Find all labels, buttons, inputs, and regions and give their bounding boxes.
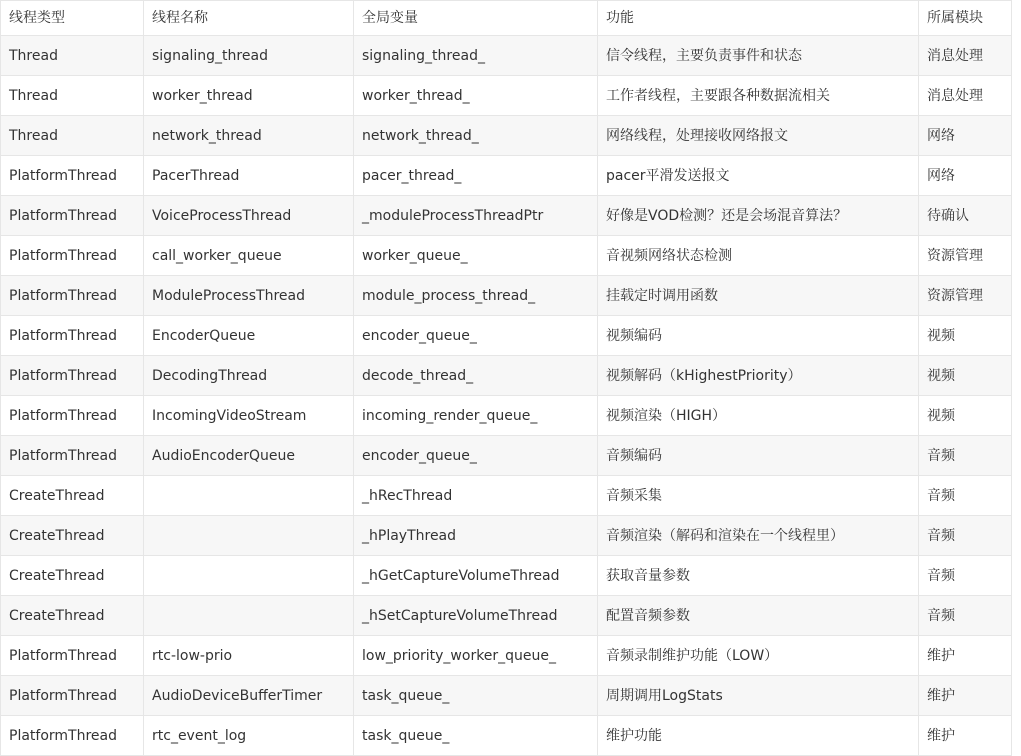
table-row [1, 116, 1012, 156]
function-cell: 音频录制维护功能（LOW） [598, 636, 919, 676]
module-cell: 维护 [919, 636, 1012, 676]
thread-type-cell: PlatformThread [1, 676, 144, 716]
global-variable-cell: _hPlayThread [354, 516, 598, 556]
global-variable-cell: network_thread_ [354, 116, 598, 156]
table-row [1, 396, 1012, 436]
global-variable-cell: _hGetCaptureVolumeThread [354, 556, 598, 596]
module-cell: 音频 [919, 436, 1012, 476]
thread-name-cell [144, 476, 354, 516]
global-variable-cell: encoder_queue_ [354, 316, 598, 356]
function-cell: 网络线程，处理接收网络报文 [598, 116, 919, 156]
table-row [1, 516, 1012, 556]
global-variable-cell: task_queue_ [354, 716, 598, 756]
thread-name-cell: DecodingThread [144, 356, 354, 396]
thread-name-cell: signaling_thread [144, 36, 354, 76]
module-header: 所属模块 [919, 1, 1012, 36]
module-cell: 网络 [919, 156, 1012, 196]
thread-type-cell: PlatformThread [1, 436, 144, 476]
header-row [1, 1, 1012, 36]
function-cell: 音频采集 [598, 476, 919, 516]
thread-type-cell: PlatformThread [1, 236, 144, 276]
table-row [1, 436, 1012, 476]
thread-type-header: 线程类型 [1, 1, 144, 36]
function-cell: 好像是VOD检测？还是会场混音算法？ [598, 196, 919, 236]
function-cell: 周期调用LogStats [598, 676, 919, 716]
thread-type-cell: Thread [1, 116, 144, 156]
thread-type-cell: CreateThread [1, 556, 144, 596]
table-row [1, 236, 1012, 276]
table-row [1, 476, 1012, 516]
global-variable-header: 全局变量 [354, 1, 598, 36]
thread-type-cell: PlatformThread [1, 316, 144, 356]
thread-type-cell: PlatformThread [1, 396, 144, 436]
thread-type-cell: PlatformThread [1, 196, 144, 236]
thread-name-cell: VoiceProcessThread [144, 196, 354, 236]
thread-type-cell: CreateThread [1, 516, 144, 556]
thread-type-cell: PlatformThread [1, 716, 144, 756]
module-cell: 音频 [919, 596, 1012, 636]
module-cell: 网络 [919, 116, 1012, 156]
global-variable-cell: worker_thread_ [354, 76, 598, 116]
global-variable-cell: encoder_queue_ [354, 436, 598, 476]
thread-name-cell: call_worker_queue [144, 236, 354, 276]
thread-type-cell: PlatformThread [1, 636, 144, 676]
table-row [1, 356, 1012, 396]
global-variable-cell: worker_queue_ [354, 236, 598, 276]
thread-name-cell: AudioDeviceBufferTimer [144, 676, 354, 716]
table-row [1, 36, 1012, 76]
global-variable-cell: _hSetCaptureVolumeThread [354, 596, 598, 636]
function-cell: 工作者线程，主要跟各种数据流相关 [598, 76, 919, 116]
module-cell: 音频 [919, 556, 1012, 596]
table-row [1, 196, 1012, 236]
thread-type-cell: PlatformThread [1, 156, 144, 196]
global-variable-cell: low_priority_worker_queue_ [354, 636, 598, 676]
thread-type-cell: PlatformThread [1, 276, 144, 316]
function-cell: 配置音频参数 [598, 596, 919, 636]
table-row [1, 676, 1012, 716]
module-cell: 消息处理 [919, 36, 1012, 76]
global-variable-cell: signaling_thread_ [354, 36, 598, 76]
table-row [1, 276, 1012, 316]
thread-name-cell: rtc_event_log [144, 716, 354, 756]
table-row [1, 76, 1012, 116]
function-cell: 音频编码 [598, 436, 919, 476]
thread-name-cell: worker_thread [144, 76, 354, 116]
module-cell: 待确认 [919, 196, 1012, 236]
module-cell: 音频 [919, 516, 1012, 556]
module-cell: 维护 [919, 716, 1012, 756]
thread-name-cell [144, 556, 354, 596]
function-cell: 音频渲染（解码和渲染在一个线程里） [598, 516, 919, 556]
table-row [1, 156, 1012, 196]
table-row [1, 596, 1012, 636]
function-cell: 信令线程，主要负责事件和状态 [598, 36, 919, 76]
global-variable-cell: decode_thread_ [354, 356, 598, 396]
module-cell: 视频 [919, 316, 1012, 356]
module-cell: 资源管理 [919, 276, 1012, 316]
module-cell: 维护 [919, 676, 1012, 716]
thread-type-cell: CreateThread [1, 596, 144, 636]
function-cell: 维护功能 [598, 716, 919, 756]
function-cell: 视频渲染（HIGH） [598, 396, 919, 436]
thread-name-cell [144, 516, 354, 556]
thread-type-cell: CreateThread [1, 476, 144, 516]
module-cell: 资源管理 [919, 236, 1012, 276]
thread-name-cell: IncomingVideoStream [144, 396, 354, 436]
thread-name-cell: ModuleProcessThread [144, 276, 354, 316]
thread-type-cell: PlatformThread [1, 356, 144, 396]
table-row [1, 316, 1012, 356]
thread-name-cell: AudioEncoderQueue [144, 436, 354, 476]
function-cell: 视频解码（kHighestPriority） [598, 356, 919, 396]
function-cell: 音视频网络状态检测 [598, 236, 919, 276]
function-cell: pacer平滑发送报文 [598, 156, 919, 196]
function-cell: 挂载定时调用函数 [598, 276, 919, 316]
module-cell: 音频 [919, 476, 1012, 516]
thread-name-header: 线程名称 [144, 1, 354, 36]
table-row [1, 716, 1012, 756]
module-cell: 消息处理 [919, 76, 1012, 116]
thread-name-cell: EncoderQueue [144, 316, 354, 356]
thread-type-cell: Thread [1, 76, 144, 116]
global-variable-cell: incoming_render_queue_ [354, 396, 598, 436]
global-variable-cell: module_process_thread_ [354, 276, 598, 316]
thread-name-cell: network_thread [144, 116, 354, 156]
table-row [1, 556, 1012, 596]
table-body [1, 36, 1012, 756]
table-header [1, 1, 1012, 36]
thread-type-cell: Thread [1, 36, 144, 76]
global-variable-cell: pacer_thread_ [354, 156, 598, 196]
global-variable-cell: _moduleProcessThreadPtr [354, 196, 598, 236]
module-cell: 视频 [919, 356, 1012, 396]
function-cell: 获取音量参数 [598, 556, 919, 596]
function-cell: 视频编码 [598, 316, 919, 356]
table-row [1, 636, 1012, 676]
thread-name-cell: PacerThread [144, 156, 354, 196]
global-variable-cell: _hRecThread [354, 476, 598, 516]
global-variable-cell: task_queue_ [354, 676, 598, 716]
thread-name-cell: rtc-low-prio [144, 636, 354, 676]
thread-name-cell [144, 596, 354, 636]
module-cell: 视频 [919, 396, 1012, 436]
function-header: 功能 [598, 1, 919, 36]
